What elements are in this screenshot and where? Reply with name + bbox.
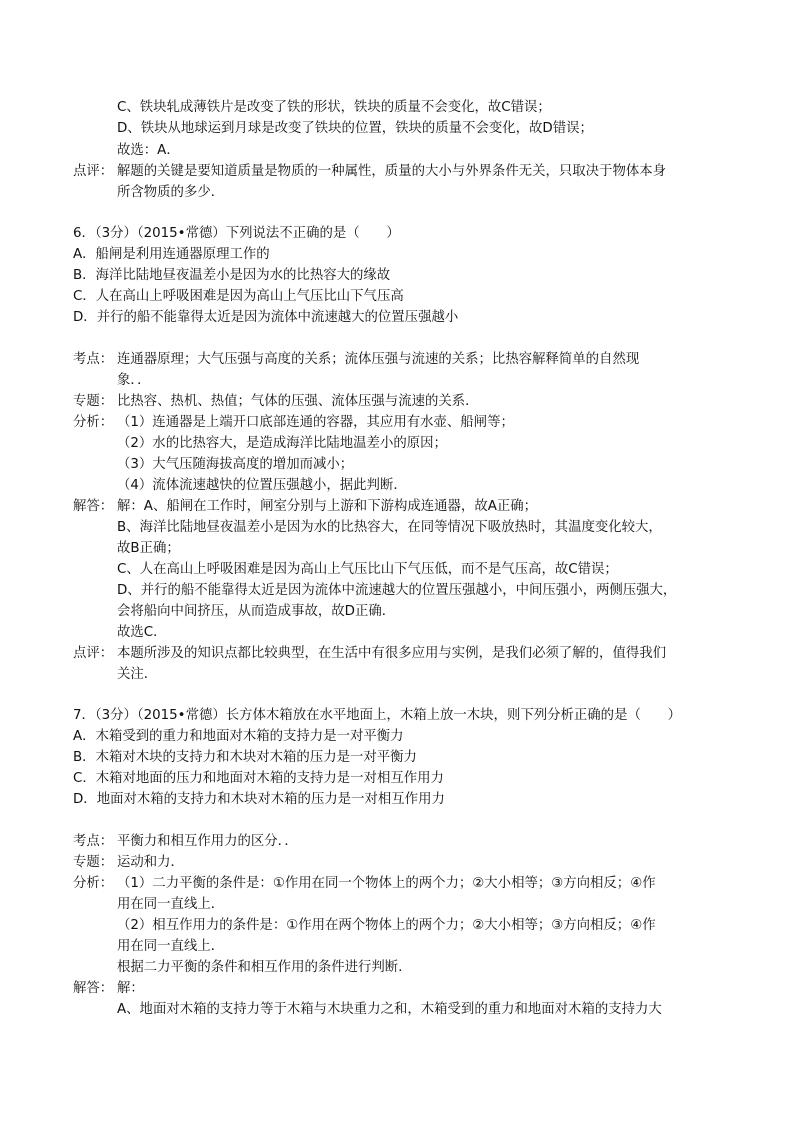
- q6-fenxi-line: （4）流体流速越快的位置压强越小，据此判断．: [117, 478, 407, 493]
- q6-stem: 6．（3分）（2015•常德）下列说法不正确的是（ ）: [73, 226, 400, 241]
- q6-fenxi-line: （3）大气压随海拔高度的增加而减小；: [117, 457, 354, 472]
- q6-dianping-label: 点评：: [73, 646, 114, 661]
- q7-option-d: D．地面对木箱的支持力和木块对木箱的压力是一对相互作用力: [73, 792, 445, 807]
- prev-comment-line1: 解题的关键是要知道质量是物质的一种属性，质量的大小与外界条件无关，只取决于物体本身: [117, 164, 667, 179]
- q7-fenxi-line: 根据二力平衡的条件和相互作用的条件进行判断．: [117, 960, 412, 975]
- q7-option-b: B．木箱对木块的支持力和木块对木箱的压力是一对平衡力: [73, 750, 417, 765]
- q7-fenxi-line: 用在同一直线上．: [117, 939, 225, 954]
- q7-fenxi-label: 分析：: [73, 876, 114, 891]
- q6-jieda-label: 解答：: [73, 499, 114, 514]
- q6-jieda-line: B、海洋比陆地昼夜温差小是因为水的比热容大，在同等情况下吸放热时，其温度变化较大，: [117, 520, 662, 535]
- q6-kaodian-line2: 象．．: [117, 373, 151, 388]
- q7-zhuanti-label: 专题：: [73, 855, 114, 870]
- q6-dianping-line2: 关注．: [117, 667, 158, 682]
- q6-jieda-line: 会将船向中间挤压，从而造成事故，故D正确．: [117, 604, 396, 619]
- q6-kaodian-line1: 连通器原理；大气压强与高度的关系；流体压强与流速的关系；比热容解释简单的自然现: [117, 352, 640, 367]
- q6-jieda-line: 解：A、船闸在工作时，闸室分别与上游和下游构成连通器，故A正确；: [117, 499, 538, 514]
- q7-fenxi-line: （1）二力平衡的条件是：①作用在同一个物体上的两个力；②大小相等；③方向相反；④作: [117, 876, 656, 891]
- q7-option-a: A．木箱受到的重力和地面对木箱的支持力是一对平衡力: [73, 729, 404, 744]
- q6-option-c: C．人在高山上呼吸困难是因为高山上气压比山下气压高: [73, 289, 404, 304]
- q6-fenxi-label: 分析：: [73, 415, 114, 430]
- q6-option-a: A．船闸是利用连通器原理工作的: [73, 247, 270, 262]
- q7-jieda-line: 解：: [117, 981, 144, 996]
- q6-jieda-line: 故B正确；: [117, 541, 180, 556]
- q7-kaodian: 平衡力和相互作用力的区分．．: [117, 834, 298, 849]
- q6-zhuanti: 比热容、热机、热值；气体的压强、流体压强与流速的关系．: [117, 394, 479, 409]
- q6-jieda-line: 故选C．: [117, 625, 167, 640]
- prev-analysis-c: C、铁块轧成薄铁片是改变了铁的形状，铁块的质量不会变化，故C错误；: [117, 100, 551, 115]
- q7-jieda-line: A、地面对木箱的支持力等于木箱与木块重力之和，木箱受到的重力和地面对木箱的支持力大: [117, 1002, 662, 1017]
- prev-comment-line2: 所含物质的多少．: [117, 185, 225, 200]
- q6-zhuanti-label: 专题：: [73, 394, 114, 409]
- q6-option-b: B．海洋比陆地昼夜温差小是因为水的比热容大的缘故: [73, 268, 391, 283]
- q7-fenxi-line: 用在同一直线上．: [117, 897, 225, 912]
- q6-fenxi-line: （1）连通器是上端开口底部连通的容器，其应用有水壶、船闸等；: [117, 415, 514, 430]
- q7-zhuanti: 运动和力．: [117, 855, 184, 870]
- q6-jieda-line: D、并行的船不能靠得太近是因为流体中流速越大的位置压强越小，中间压强小，两侧压强大，: [117, 583, 677, 598]
- q6-option-d: D．并行的船不能靠得太近是因为流体中流速越大的位置压强越小: [73, 310, 459, 325]
- q7-fenxi-line: （2）相互作用力的条件是：①作用在两个物体上的两个力；②大小相等；③方向相反；④作: [117, 918, 656, 933]
- prev-analysis-d: D、铁块从地球运到月球是改变了铁块的位置，铁块的质量不会变化，故D错误；: [117, 121, 593, 136]
- q7-option-c: C．木箱对地面的压力和地面对木箱的支持力是一对相互作用力: [73, 771, 444, 786]
- q7-jieda-label: 解答：: [73, 981, 114, 996]
- q6-dianping-line1: 本题所涉及的知识点都比较典型，在生活中有很多应用与实例，是我们必须了解的，值得我们: [117, 646, 667, 661]
- prev-comment-label: 点评：: [73, 164, 114, 179]
- q7-kaodian-label: 考点：: [73, 834, 114, 849]
- prev-answer: 故选：A．: [117, 143, 180, 158]
- q6-fenxi-line: （2）水的比热容大，是造成海洋比陆地温差小的原因；: [117, 436, 447, 451]
- q6-jieda-line: C、人在高山上呼吸困难是因为高山上气压比山下气压低，而不是气压高，故C错误；: [117, 562, 618, 577]
- q6-kaodian-label: 考点：: [73, 352, 114, 367]
- q7-stem: 7．（3分）（2015•常德）长方体木箱放在水平地面上，木箱上放一木块，则下列分析正确的是（ ）: [73, 708, 682, 723]
